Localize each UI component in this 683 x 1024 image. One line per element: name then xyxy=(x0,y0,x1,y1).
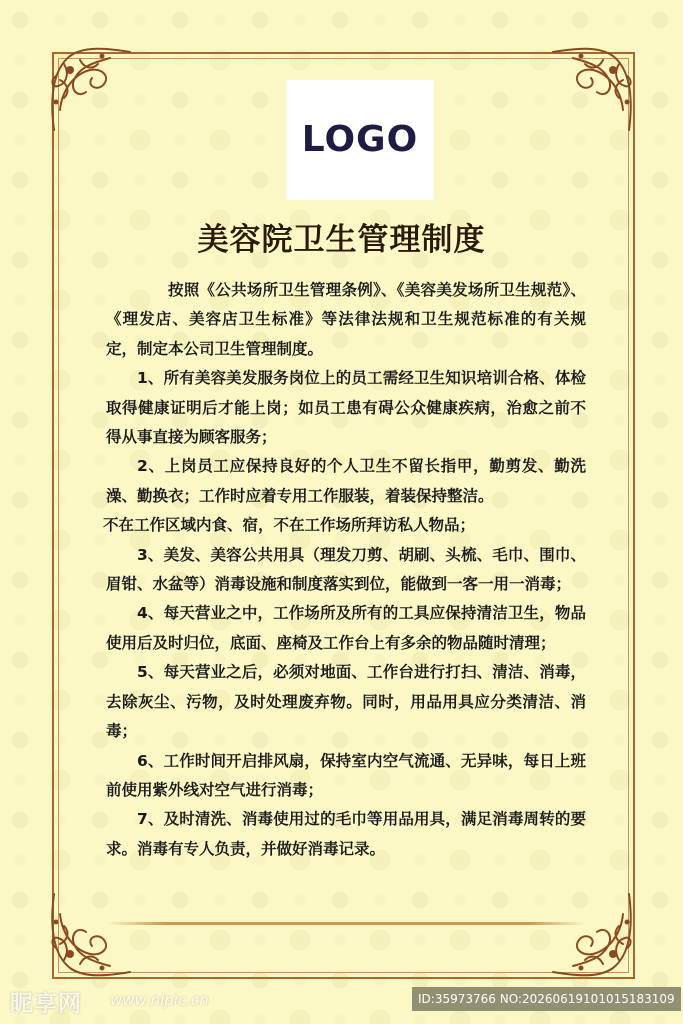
bottom-divider xyxy=(106,922,586,925)
watermark-site-logo: 昵享网 xyxy=(10,991,82,1017)
logo-placeholder xyxy=(286,80,434,200)
rule-3: 3、美发、美容公共用具（理发刀剪、胡刷、头梳、毛巾、围巾、眉钳、水盆等）消毒设施和制度落实到位，能做到一客一用一消毒； xyxy=(106,545,586,594)
rule-2-continued: 不在工作区域内食、宿，不在工作场所拜访私人物品； xyxy=(103,516,476,535)
corner-ornament-bottom-right xyxy=(547,888,643,984)
rule-7: 7、及时清洗、消毒使用过的毛巾等用品用具，满足消毒周转的要求。消毒有专人负责，并做好消毒记录。 xyxy=(106,810,586,858)
rule-2: 2、上岗员工应保持良好的个人卫生不留长指甲，勤剪发、勤洗澡、勤换衣；工作时应着专用工作服装，着装保持整洁。 xyxy=(106,457,586,505)
rule-4: 4、每天营业之中，工作场所及所有的工具应保持清洁卫生，物品使用后及时归位，底面、座椅及工作台上有多余的物品随时清理； xyxy=(106,604,586,652)
corner-ornament-top-left xyxy=(40,40,136,136)
rule-5: 5、每天营业之后，必须对地面、工作台进行打扫、清洁、消毒，去除灰尘、污物，及时处理废弃物。同时，用品用具应分类清洁、消毒； xyxy=(106,663,586,741)
rule-1: 1、所有美容美发服务岗位上的员工需经卫生知识培训合格、体检取得健康证明后才能上岗；如员工患有碍公众健康疾病，治愈之前不得从事直接为顾客服务； xyxy=(106,369,586,447)
corner-ornament-top-right xyxy=(547,40,643,136)
regulation-body xyxy=(103,276,586,864)
rule-6: 6、工作时间开启排风扇，保持室内空气流通、无异味，每日上班前使用紫外线对空气进行消毒； xyxy=(106,751,586,799)
corner-ornament-bottom-left xyxy=(40,888,136,984)
logo-text: LOGO xyxy=(301,119,419,160)
watermark-url: www.nipic.cn xyxy=(110,991,209,1009)
intro-paragraph: 按照《公共场所卫生管理条例》、《美容美发场所卫生规范》、《理发店、美容店卫生标准》等法律法规和卫生规范标准的有关规定，制定本公司卫生管理制度。 xyxy=(106,281,586,358)
watermark-bar xyxy=(0,983,683,1017)
page-title: 美容院卫生管理制度 xyxy=(197,222,486,258)
watermark-id-label: ID:35973766 NO:20260619101015183109 xyxy=(412,987,681,1011)
